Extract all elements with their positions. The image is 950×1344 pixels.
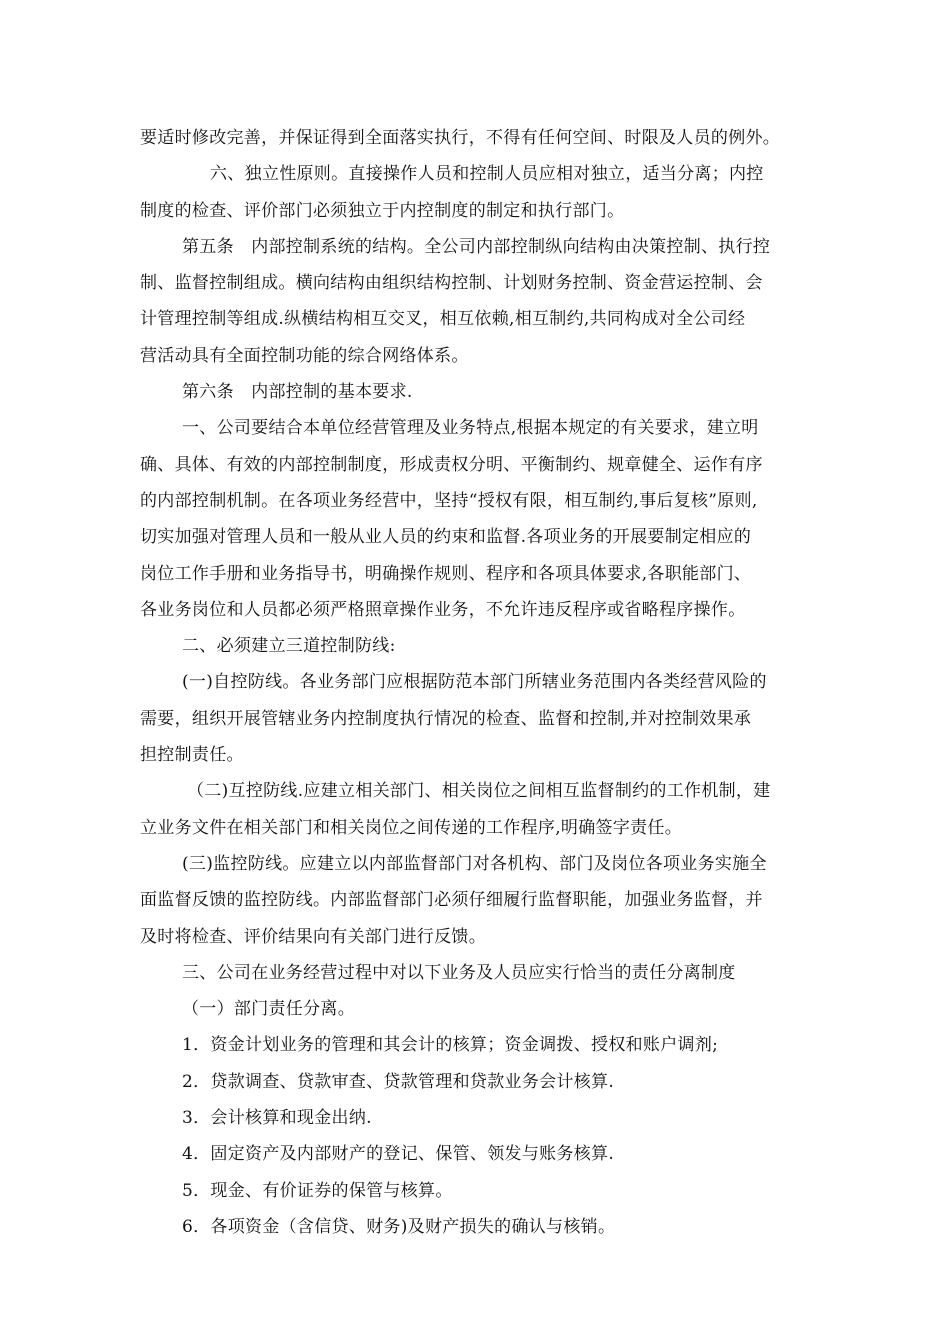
paragraph-line: 制、监督控制组成。横向结构由组织结构控制、计划财务控制、资金营运控制、会 bbox=[140, 273, 763, 294]
paragraph-line: 面监督反馈的监控防线。内部监督部门必须仔细履行监督职能，加强业务监督，并 bbox=[140, 890, 763, 911]
paragraph-line: 担控制责任。 bbox=[140, 745, 244, 766]
paragraph-line: 要适时修改完善，并保证得到全面落实执行，不得有任何空间、时限及人员的例外。 bbox=[140, 128, 781, 148]
list-item: 6．各项资金（含信贷、财务)及财产损失的确认与核销。 bbox=[182, 1216, 616, 1237]
paragraph-line: 确、具体、有效的内部控制制度，形成责权分明、平衡制约、规章健全、运作有序 bbox=[140, 454, 763, 475]
paragraph-line: 三、公司在业务经营过程中对以下业务及人员应实行恰当的责任分离制度 bbox=[182, 962, 736, 983]
list-item: 1．资金计划业务的管理和其会计的核算；资金调拨、授权和账户调剂; bbox=[182, 1035, 719, 1056]
paragraph-line: 六、独立性原则。直接操作人员和控制人员应相对独立，适当分离；内控 bbox=[210, 164, 764, 185]
paragraph-line: 一、公司要结合本单位经营管理及业务特点,根据本规定的有关要求，建立明 bbox=[182, 418, 759, 439]
paragraph-line: 营活动具有全面控制功能的综合网络体系。 bbox=[140, 345, 469, 366]
list-heading-line: （一）部门责任分离。 bbox=[182, 999, 355, 1020]
paragraph-line: 制度的检查、评价部门必须独立于内控制度的制定和执行部门。 bbox=[140, 200, 625, 221]
paragraph-line: 各业务岗位和人员都必须严格照章操作业务，不允许违反程序或省略程序操作。 bbox=[140, 599, 746, 620]
paragraph-line: (一)自控防线。各业务部门应根据防范本部门所辖业务范围内各类经营风险的 bbox=[182, 672, 767, 693]
paragraph-line: （二)互控防线.应建立相关部门、相关岗位之间相互监督制约的工作机制，建 bbox=[187, 781, 771, 802]
article-heading-line: 第六条 内部控制的基本要求. bbox=[182, 382, 413, 403]
paragraph-line: 需要，组织开展管辖业务内控制度执行情况的检查、监督和控制,并对控制效果承 bbox=[140, 708, 752, 729]
paragraph-line: 切实加强对管理人员和一般从业人员的约束和监督.各项业务的开展要制定相应的 bbox=[140, 527, 752, 548]
article-heading-line: 第五条 内部控制系统的结构。全公司内部控制纵向结构由决策控制、执行控 bbox=[182, 236, 771, 257]
paragraph-line: 及时将检查、评价结果向有关部门进行反馈。 bbox=[140, 926, 486, 947]
document-body bbox=[140, 120, 820, 1245]
paragraph-line: 计管理控制等组成.纵横结构相互交叉，相互依赖,相互制约,共同构成对全公司经 bbox=[140, 309, 746, 330]
list-item: 5．现金、有价证券的保管与核算。 bbox=[182, 1180, 453, 1201]
paragraph-line: 岗位工作手册和业务指导书，明确操作规则、程序和各项具体要求,各职能部门、 bbox=[140, 563, 752, 584]
paragraph-line: (三)监控防线。应建立以内部监督部门对各机构、部门及岗位各项业务实施全 bbox=[182, 853, 767, 874]
paragraph-line: 的内部控制机制。在各项业务经营中，坚持“授权有限，相互制约,事后复核”原则, bbox=[140, 490, 758, 511]
list-item: 2．贷款调查、贷款审查、贷款管理和贷款业务会计核算. bbox=[182, 1071, 615, 1092]
paragraph-line: 二、必须建立三道控制防线: bbox=[182, 636, 396, 657]
list-item: 4．固定资产及内部财产的登记、保管、领发与账务核算. bbox=[182, 1144, 615, 1165]
paragraph-line: 立业务文件在相关部门和相关岗位之间传递的工作程序,明确签字责任。 bbox=[140, 817, 683, 838]
list-item: 3．会计核算和现金出纳. bbox=[182, 1108, 372, 1129]
